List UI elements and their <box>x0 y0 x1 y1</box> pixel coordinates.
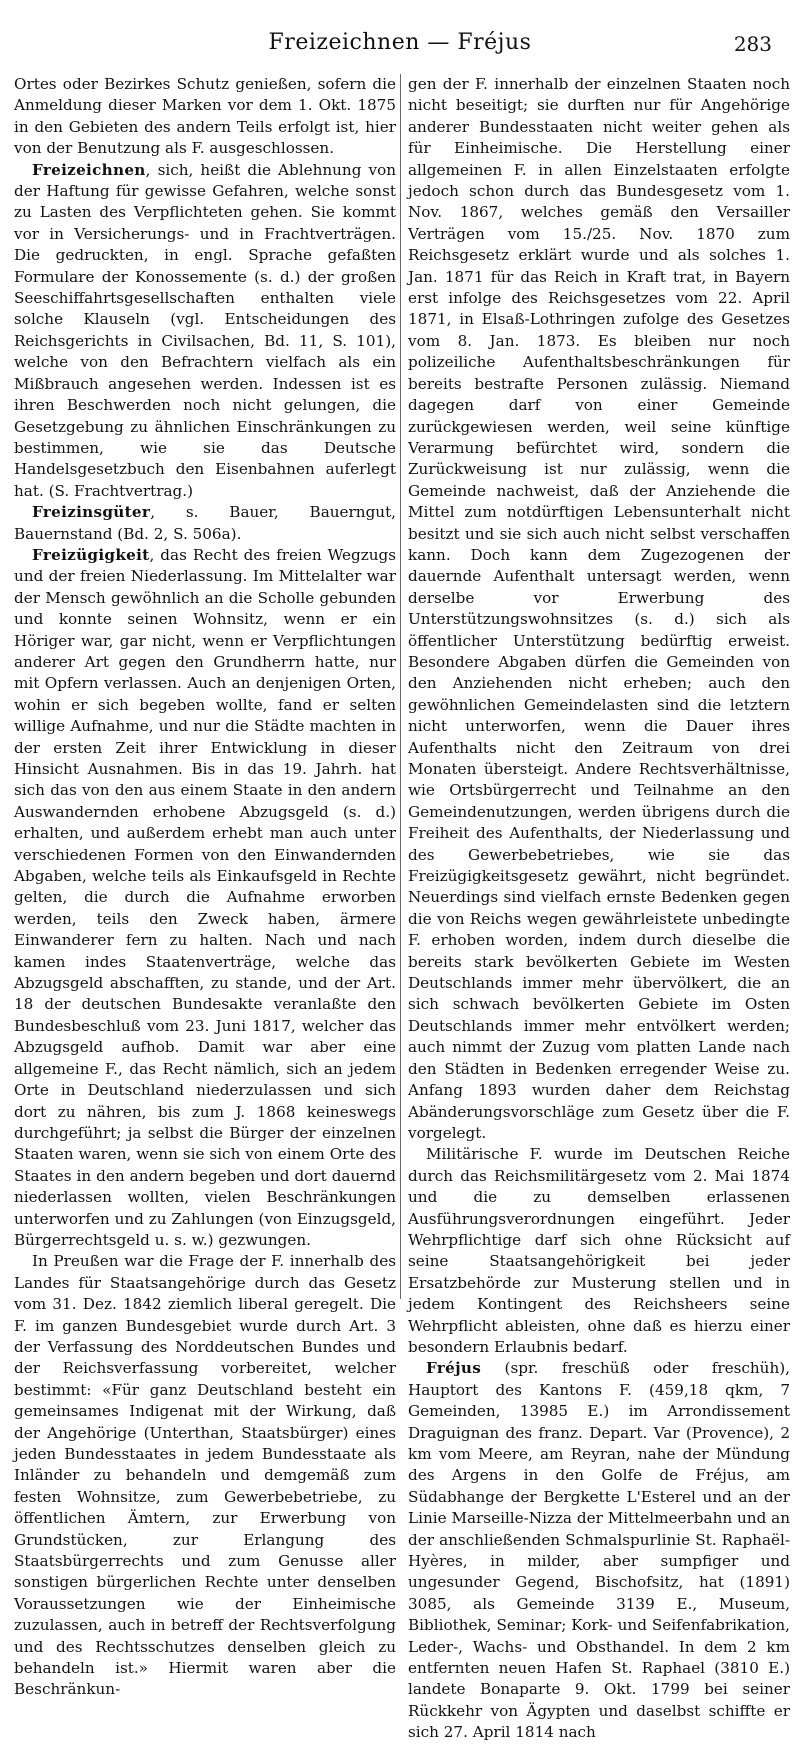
headword: Freizeichnen <box>32 160 146 179</box>
headword: Freizinsgüter <box>32 503 151 522</box>
page-header <box>0 0 800 60</box>
headword: Freizügigkeit <box>32 545 150 564</box>
right-column <box>408 74 790 1742</box>
page-number: 283 <box>733 32 772 56</box>
paragraph <box>408 1144 790 1358</box>
column-divider <box>400 74 401 1299</box>
paragraph-text: gen der F. innerhalb der einzelnen Staaten noch nicht beseitigt; sie durften nur für Angehörige anderer Bundesstaaten nicht weiter gehen als für Einheimische. Die Herstellung einer allgemeinen F. in allen Einzelstaaten erfolgte jedoch schon durch das Bundesgesetz vom 1. Nov. 1867, welches gemäß den Versailler Verträgen vom 15./25. Nov. 1870 zum Reichsgesetz erklärt wurde und als solches 1. Jan. 1871 für das Reich in Kraft trat, in Bayern erst infolge des Reichsgesetzes vom 22. April 1871, in Elsaß-Lothringen zufolge des Gesetzes vom 8. Jan. 1873. Es bleiben nur noch polizeiliche Aufenthaltsbeschränkungen für bereits bestrafte Personen zulässig. Niemand dagegen darf von einer Gemeinde zurückgewiesen werden, weil seine künftige Verarmung befürchtet wird, sondern die Zurückweisung ist nur zulässig, wenn die Gemeinde nachweist, daß der Anziehende die Mittel zum notdürftigen Lebensunterhalt nicht besitzt und sie sich auch nicht selbst verschaffen kann. Doch kann dem Zugezogenen der dauernde Aufenthalt untersagt werden, wenn derselbe vor Erwerbung des Unterstützungswohnsitzes (s. d.) sich als öffentlicher Unterstützung bedürftig erweist. Besondere Abgaben dürfen die Gemeinden von den Anziehenden nicht erheben; auch den gewöhnlichen Gemeindelasten sind die letztern nicht unterworfen, wenn die Dauer ihres Aufenthalts nicht den Zeitraum von drei Monaten übersteigt. Andere Rechtsverhältnisse, wie Ortsbürgerrecht und Teilnahme an den Gemeindenutzungen, werden übrigens durch die Freiheit des Aufenthalts, der Niederlassung und des Gewerbebetriebes, wie sie das Freizügigkeitsgesetz gewährt, nicht begründet. Neuerdings sind vielfach ernste Bedenken gegen die von Reichs wegen gewährleistete unbedingte F. erhoben worden, indem durch dieselbe die bereits stark bevölkerten Gebiete im Westen Deutschlands immer mehr übervölkert, die an sich schwach bevölkerten Gebiete im Osten Deutschlands immer mehr entvölkert werden; auch nimmt der Zuzug vom platten Lande nach den Städten in Bedenken erregender Weise zu. Anfang 1893 wurden daher dem Reichstag Abänderungsvorschläge zum Gesetz über die F. vorgelegt. <box>408 75 790 1142</box>
left-column <box>14 74 396 1699</box>
entry-text: , das Recht des freien Wegzugs und der freien Niederlassung. Im Mittelalter war der Mensch gewöhnlich an die Scholle gebunden und konnte seinen Wohnsitz, wenn er ein Höriger war, gar nicht, wenn er Verpflichtungen anderer Art gegen den Grundherrn hatte, nur mit Opfern verlassen. Auch an denjenigen Orten, wohin er sich begeben wollte, fand er selten willige Aufnahme, und nur die Städte machten in der ersten Zeit ihrer Entwicklung in dieser Hinsicht Ausnahmen. Bis in das 19. Jahrh. hat sich das von den aus einem Staate in den andern Auswandernden erhobene Abzugsgeld (s. d.) erhalten, und außerdem erhebt man auch unter verschiedenen Formen von den Einwandernden Abgaben, welche teils als Einkaufsgeld in Rechte gelten, die durch die Aufnahme erworben werden, teils den Zweck haben, ärmere Einwanderer fern zu halten. Nach und nach kamen indes Staatenverträge, welche das Abzugsgeld abschafften, zu stande, und der Art. 18 der deutschen Bundesakte veranlaßte den Bundesbeschluß vom 23. Juni 1817, welcher das Abzugsgeld aufhob. Damit war aber eine allgemeine F., das Recht nämlich, sich an jedem Orte in Deutschland niederzulassen und sich dort zu nähren, bis zum J. 1868 keineswegs durchgeführt; ja selbst die Bürger der einzelnen Staaten waren, wenn sie sich von einem Orte des Staates in den andern begeben und dort dauernd niederlassen wollten, vielen Beschränkungen unterworfen und zu Zahlungen (von Einzugsgeld, Bürgerrechtsgeld u. s. w.) gezwungen. <box>14 545 396 1249</box>
entry-frejus <box>408 1358 790 1743</box>
running-title: Freizeichnen — Fréjus <box>268 30 532 55</box>
paragraph-text: Militärische F. wurde im Deutschen Reiche durch das Reichsmilitärgesetz vom 2. Mai 1874 und die zu demselben erlassenen Ausführungsverordnungen eingeführt. Jeder Wehrpflichtige darf sich ohne Rücksicht auf seine Staatsangehörigkeit bei jeder Ersatzbehörde zur Musterung stellen und in jedem Kontingent des Reichsheers seine Wehrpflicht ableisten, ohne daß es hierzu einer besondern Erlaubnis bedarf. <box>408 1145 790 1356</box>
entry-freizuegigkeit <box>14 545 396 1251</box>
paragraph-text: Ortes oder Bezirkes Schutz genießen, sofern die Anmeldung dieser Marken vor dem 1. Okt. 1875 in den Gebieten des andern Teils erfolgt ist, hier von der Benutzung als F. ausgeschlossen. <box>14 75 396 158</box>
entry-text: , s. Bauer, Bauerngut, Bauernstand (Bd. 2, S. 506a). <box>14 503 396 543</box>
entry-text: , sich, heißt die Ablehnung von der Haftung für gewisse Gefahren, welche sonst zu Lasten des Verpflichteten gehen. Sie kommt vor in Versicherungs- und in Frachtverträgen. Die gedruckten, in engl. Sprache gefaßten Formulare der Konossemente (s. d.) der großen Seeschiffahrtsgesellschaften enthalten viele solche Klauseln (vgl. Entscheidungen des Reichsgerichts in Civilsachen, Bd. 11, S. 101), welche von den Befrachtern vielfach als ein Mißbrauch angesehen werden. Indessen ist es ihren Beschwerden noch nicht gelungen, die Gesetzgebung zu ähnlichen Einschränkungen zu bestimmen, wie sie das Deutsche Handelsgesetzbuch den Eisenbahnen auferlegt hat. (S. Frachtvertrag.) <box>14 160 396 500</box>
headword: Fréjus <box>426 1359 482 1378</box>
paragraph <box>14 1251 396 1701</box>
entry-freizinsgueter <box>14 502 396 545</box>
entry-continuation <box>14 74 396 160</box>
paragraph-text: In Preußen war die Frage der F. innerhalb des Landes für Staatsangehörige durch das Gesetz vom 31. Dez. 1842 ziemlich liberal geregelt. Die F. im ganzen Bundesgebiet wurde durch Art. 3 der Verfassung des Norddeutschen Bundes und der Reichsverfassung vorbereitet, welcher bestimmt: «Für ganz Deutschland besteht ein gemeinsames Indigenat mit der Wirkung, daß der Angehörige (Unterthan, Staatsbürger) eines jeden Bundesstaates in jedem Bundesstaate als Inländer zu behandeln und demgemäß zum festen Wohnsitze, zum Gewerbebetriebe, zu öffentlichen Ämtern, zur Erwerbung von Grundstücken, zur Erlangung des Staatsbürgerrechts und zum Genusse aller sonstigen bürgerlichen Rechte unter denselben Voraussetzungen wie der Einheimische zuzulassen, auch in betreff der Rechtsverfolgung und des Rechtsschutzes denselben gleich zu behandeln ist.» Hiermit waren aber die Beschränkun- <box>14 1252 396 1699</box>
entry-freizeichnen <box>14 160 396 503</box>
entry-text: (spr. freschüß oder freschüh), Hauptort des Kantons F. (459,18 qkm, 7 Gemeinden, 13985 E.) im Arrondissement Draguignan des franz. Depart. Var (Provence), 2 km vom Meere, am Reyran, nahe der Mündung des Argens in den Golfe de Fréjus, am Südabhange der Bergkette L'Esterel und an der Linie Marseille-Nizza der Mittelmeerbahn und an der anschließenden Schmalspurlinie St. Raphaël-Hyères, in milder, aber sumpfiger und ungesunder Gegend, Bischofsitz, hat (1891) 3085, als Gemeinde 3139 E., Museum, Bibliothek, Seminar; Kork- und Seifenfabrikation, Leder-, Wachs- und Obsthandel. In dem 2 km entfernten neuen Hafen St. Raphael (3810 E.) landete Bonaparte 9. Okt. 1799 bei seiner Rückkehr von Ägypten und daselbst schiffte er sich 27. April 1814 nach <box>408 1359 790 1742</box>
paragraph-continuation <box>408 74 790 1144</box>
